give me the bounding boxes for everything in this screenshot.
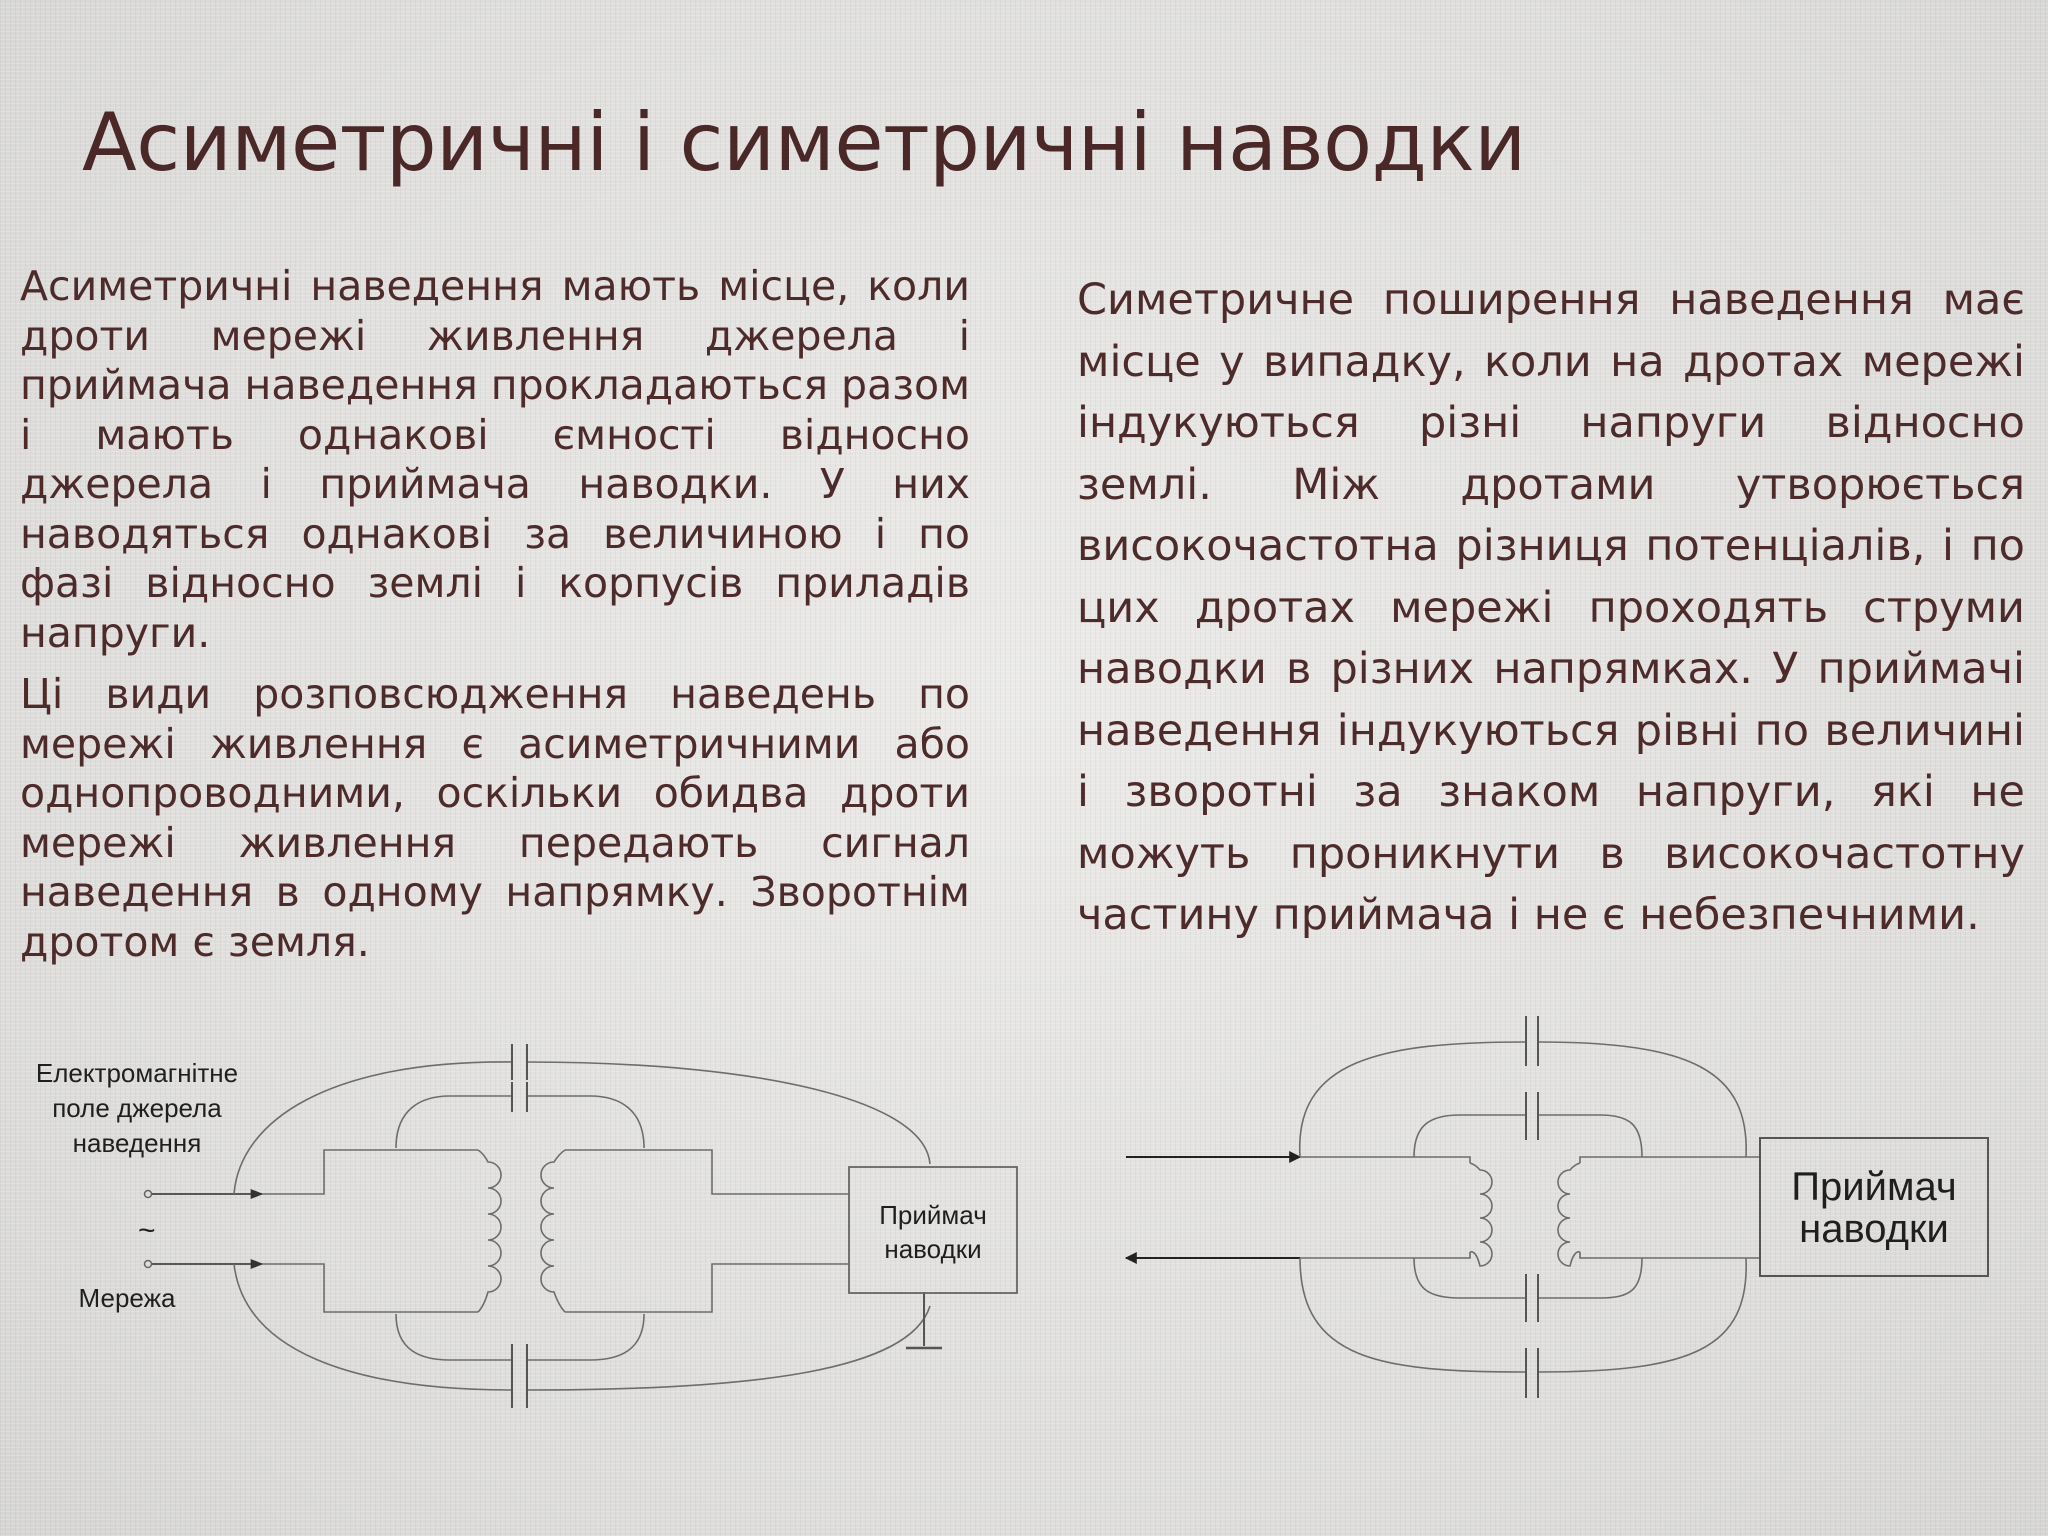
receiver-label-line2: наводки [884, 1234, 982, 1264]
left-text-column [20, 262, 970, 967]
field-label-line3: наведення [72, 1128, 202, 1158]
asymmetric-wiring [234, 1044, 942, 1408]
receiver-box-small [849, 1167, 1017, 1293]
receiver-label-large-line2: наводки [1799, 1207, 1949, 1251]
symmetric-wiring [1126, 1016, 1760, 1398]
symmetric-interference-diagram [1100, 1000, 2020, 1420]
slide-title: Асиметричні і симетричні наводки [82, 96, 1526, 189]
field-label-line2: поле джерела [52, 1093, 222, 1123]
ac-symbol: ~ [138, 1214, 156, 1247]
asymmetric-paragraph-1: Асиметричні наведення мають місце, коли дроти мережі живлення джерела і приймача наведення прокладаються разом і мають однакові ємності відносно джерела і приймача наводки. У них наводяться однакові за величиною і по фазі відносно землі і корпусів приладів напруги. [20, 262, 971, 657]
receiver-label-line1: Приймач [879, 1200, 987, 1230]
field-label-line1: Електромагнітне [35, 1058, 239, 1088]
right-text-column [1077, 270, 2025, 947]
asymmetric-interference-diagram [0, 1010, 1040, 1430]
receiver-label-large-line1: Приймач [1791, 1165, 1957, 1209]
asymmetric-paragraph-2: Ці види розповсюдження наведень по мережі живлення є асиметричними або однопроводними, оскільки обидва дроти мережі живлення передають сигнал наведення в одному напрямку. Зворотнім дротом є земля. [20, 670, 970, 966]
network-label: Мережа [78, 1283, 176, 1313]
power-line-input [138, 1191, 262, 1268]
symmetric-paragraph: Симетричне поширення наведення має місце у випадку, коли на дротах мережі індукуються різні напруги відносно землі. Між дротами утворюється високочастотна різниця потенціалів, і по цих дротах мережі проходять струми наводки в різних напрямках. У приймачі наведення індукуються рівні по величині і зворотні за знаком напруги, які не можуть проникнути в високочастотну частину приймача і не є небезпечними. [1077, 275, 2025, 940]
